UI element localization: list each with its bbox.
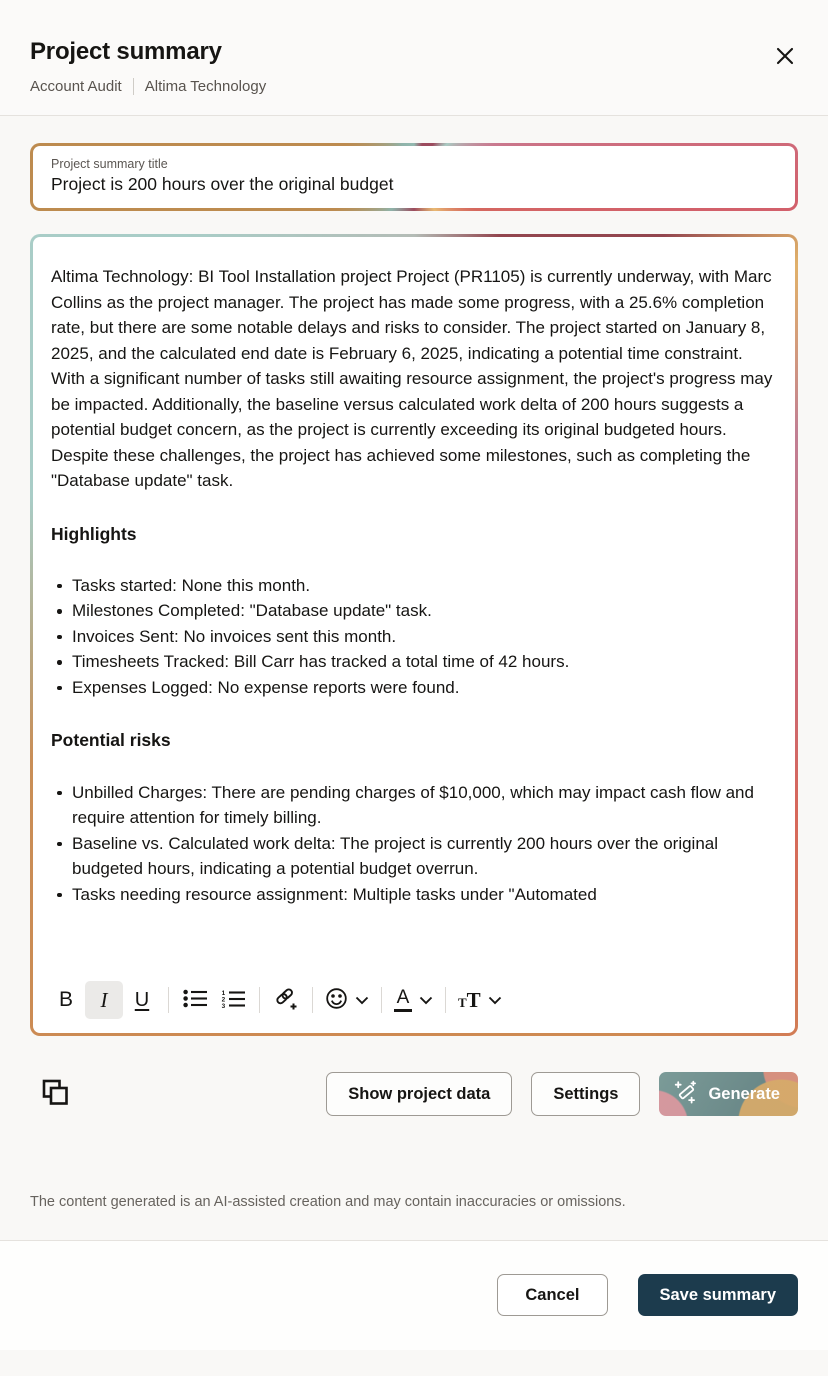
magic-wand-icon (673, 1079, 699, 1110)
toolbar-separator (381, 987, 382, 1013)
settings-button[interactable]: Settings (531, 1072, 640, 1116)
numbered-list-button[interactable] (214, 981, 252, 1019)
summary-title-input[interactable]: Project is 200 hours over the original budget (51, 174, 394, 194)
svg-text:1: 1 (221, 989, 225, 997)
text-size-button[interactable] (453, 981, 507, 1019)
add-link-button[interactable] (267, 981, 305, 1019)
emoji-icon (325, 987, 348, 1013)
highlights-heading: Highlights (51, 523, 137, 544)
richtext-toolbar (33, 975, 795, 1033)
dialog-header (0, 0, 828, 115)
copy-icon (40, 1096, 71, 1111)
font-color-chevron-icon (419, 993, 433, 1008)
svg-text:2: 2 (221, 995, 225, 1003)
toolbar-separator (445, 987, 446, 1013)
list-item: Tasks started: None this month. (51, 573, 777, 599)
svg-text:3: 3 (221, 1002, 225, 1010)
list-item: Invoices Sent: No invoices sent this month. (51, 624, 777, 650)
risks-list (51, 780, 777, 908)
actions-row (30, 1072, 798, 1116)
list-item: Timesheets Tracked: Bill Carr has tracked a total time of 42 hours. (51, 649, 777, 675)
bold-button[interactable] (47, 981, 85, 1019)
summary-editor[interactable] (30, 234, 798, 1036)
summary-title-label: Project summary title (51, 157, 168, 171)
summary-title-field[interactable] (30, 143, 798, 211)
list-item: Tasks needing resource assignment: Multiple tasks under "Automated (51, 882, 777, 908)
toolbar-separator (259, 987, 260, 1013)
highlights-list (51, 573, 777, 701)
breadcrumb-customer: Altima Technology (144, 78, 267, 95)
breadcrumb (30, 78, 798, 95)
dialog-footer (0, 1241, 828, 1350)
copy-button[interactable] (40, 1077, 71, 1111)
underline-button[interactable] (123, 981, 161, 1019)
emoji-button[interactable] (320, 981, 374, 1019)
emoji-dropdown-chevron-icon (355, 993, 369, 1008)
close-icon (774, 45, 796, 70)
font-color-button[interactable] (389, 981, 438, 1019)
dialog-content (0, 143, 828, 1116)
generate-button-label: Generate (708, 1084, 780, 1103)
underline-icon: U (134, 988, 150, 1011)
page-title: Project summary (30, 38, 222, 65)
breadcrumb-divider (133, 78, 134, 95)
list-item: Expenses Logged: No expense reports were found. (51, 675, 777, 701)
text-size-chevron-icon (488, 993, 502, 1008)
list-item: Unbilled Charges: There are pending charges of $10,000, which may impact cash flow and require attention for timely billing. (51, 780, 777, 831)
ai-disclaimer: The content generated is an AI-assisted creation and may contain inaccuracies or omissions. (30, 1194, 626, 1210)
toolbar-separator (168, 987, 169, 1013)
summary-editor-text[interactable] (33, 237, 795, 975)
italic-icon: I (100, 987, 108, 1012)
risks-heading: Potential risks (51, 730, 171, 751)
save-summary-button[interactable]: Save summary (638, 1274, 799, 1316)
italic-button[interactable] (85, 981, 123, 1019)
numbered-list-icon (221, 988, 246, 1013)
summary-paragraph: Altima Technology: BI Tool Installation project Project (PR1105) is currently underway, with Marc Collins as the project manager. The project has made some progress, with a 25.6% completion rate, but there are some notable delays and risks to consider. The project started on January 8, 2025, and the calculated end date is February 6, 2025, indicating a potential time constraint. With a significant number of tasks still awaiting resource assignment, the project's progress may be impacted. Additionally, the baseline versus calculated work delta of 200 hours suggests a potential budget concern, as the project is currently exceeding its original budgeted hours. Despite these challenges, the project has achieved some milestones, such as completing the "Database update" task. (51, 267, 773, 490)
bullet-list-button[interactable] (176, 981, 214, 1019)
show-project-data-button[interactable]: Show project data (326, 1072, 512, 1116)
toolbar-separator (312, 987, 313, 1013)
font-color-icon: A (394, 988, 412, 1012)
text-size-icon: TT (458, 987, 481, 1012)
list-item: Baseline vs. Calculated work delta: The project is currently 200 hours over the original budgeted hours, indicating a potential budget overrun. (51, 831, 777, 882)
cancel-button[interactable]: Cancel (497, 1274, 607, 1316)
breadcrumb-project-type: Account Audit (30, 78, 122, 95)
add-link-icon (273, 987, 299, 1014)
generate-button[interactable] (659, 1072, 798, 1116)
bold-icon: B (58, 988, 73, 1011)
header-divider (0, 115, 828, 116)
list-item: Milestones Completed: "Database update" task. (51, 598, 777, 624)
bullet-list-icon (183, 988, 208, 1012)
close-button[interactable] (768, 40, 802, 74)
